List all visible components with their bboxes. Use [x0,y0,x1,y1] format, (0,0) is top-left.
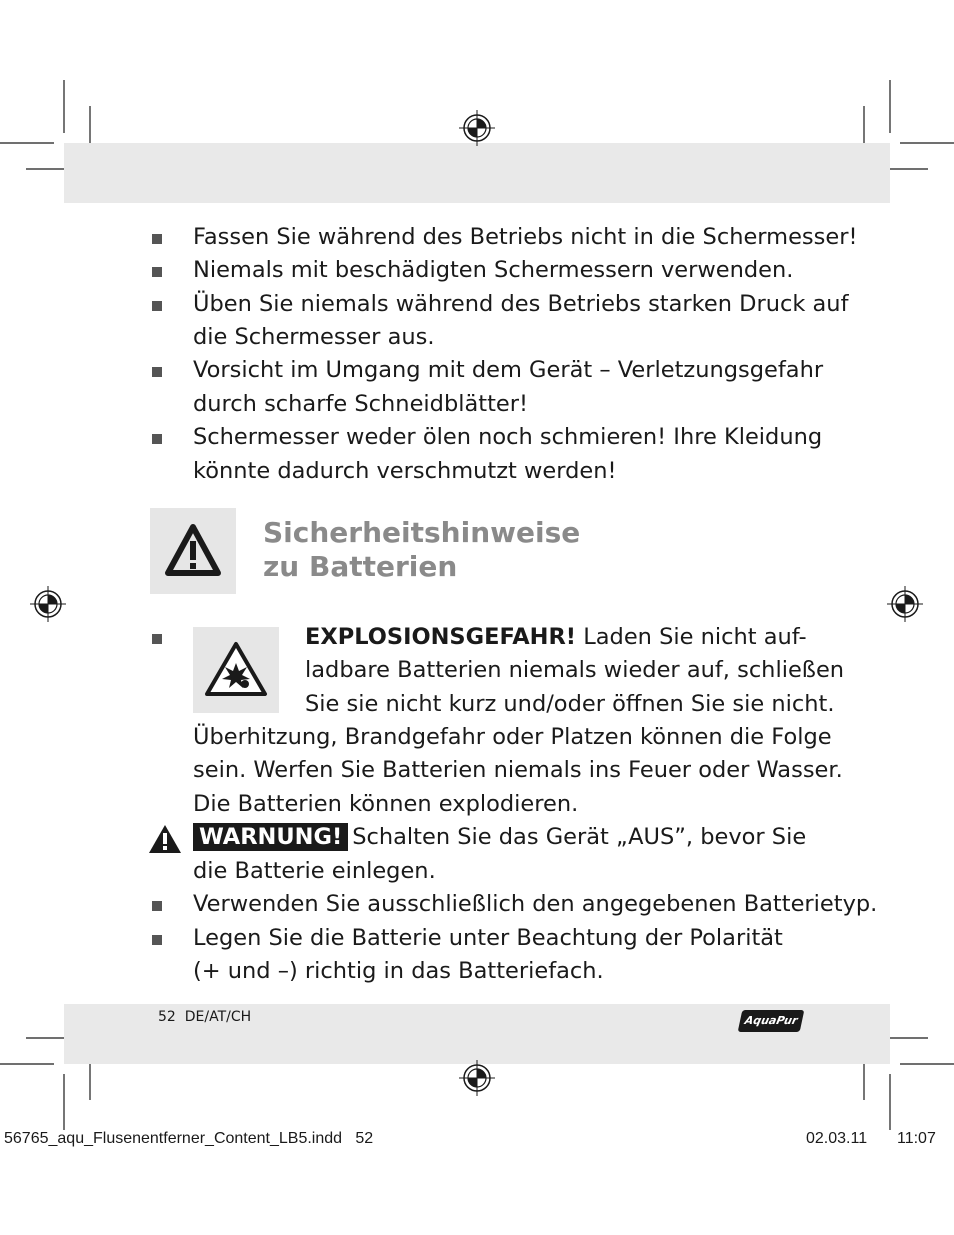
bullet-square [152,234,162,244]
explosion-warning-line: EXPLOSIONSGEFAHR! Laden Sie nicht auf- [305,624,807,650]
list-item: Legen Sie die Batterie unter Beachtung der Polarität [193,925,783,951]
list-item: Üben Sie niemals während des Betriebs starken Druck auf [193,291,849,317]
explosion-hazard-label: EXPLOSIONSGEFAHR! [305,624,577,650]
header-band [64,143,890,203]
page-number: 52 [158,1009,176,1025]
registration-mark-icon [30,586,66,622]
bullet-square [152,434,162,444]
bullet-square [152,634,162,644]
warning-line: WARNUNG! Schalten Sie das Gerät „AUS”, bevor Sie [193,821,806,855]
list-item-continued: die Schermesser aus. [193,324,435,350]
list-item: Verwenden Sie ausschließlich den angegebenen Batterietyp. [193,891,878,917]
bullet-square [152,935,162,945]
page-footer [158,1009,251,1025]
bullet-square [152,901,162,911]
slug-time: 11:07 [897,1130,936,1147]
paragraph-line: die Batterie einlegen. [193,858,436,884]
file-slug: 56765_aqu_Flusenentferner_Content_LB5.indd 52 [4,1130,374,1147]
warning-triangle-icon [150,508,236,594]
paragraph-line: sein. Werfen Sie Batterien niemals ins Feuer oder Wasser. [193,757,843,783]
slug-date: 02.03.11 [806,1130,868,1147]
section-title: Sicherheitshinweise zu Batterien [263,516,581,583]
paragraph-line: ladbare Batterien niemals wieder auf, schließen [305,657,845,683]
bullet-square [152,301,162,311]
paragraph-line: Die Batterien können explodieren. [193,791,579,817]
registration-mark-icon [459,1060,495,1096]
list-item: Fassen Sie während des Betriebs nicht in die Schermesser! [193,224,858,250]
list-item: Niemals mit beschädigten Schermessern verwenden. [193,257,794,283]
warning-badge: WARNUNG! [193,823,348,851]
registration-mark-icon [459,110,495,146]
explosion-icon-box [193,627,279,713]
region-code: DE/AT/CH [184,1009,252,1025]
list-item-continued: (+ und –) richtig in das Batteriefach. [193,958,604,984]
brand-logo: AquaPur [738,1010,805,1032]
bullet-square [152,267,162,277]
paragraph-line: Überhitzung, Brandgefahr oder Platzen können die Folge [193,724,832,750]
list-item: Vorsicht im Umgang mit dem Gerät – Verletzungsgefahr [193,357,824,383]
explosion-hazard-icon [193,627,279,713]
list-item-continued: durch scharfe Schneidblätter! [193,391,529,417]
warning-triangle-icon [148,824,182,854]
paragraph-line: Sie sie nicht kurz und/oder öffnen Sie sie nicht. [305,691,835,717]
registration-mark-icon [887,586,923,622]
section-icon-box [150,508,236,594]
bullet-square [152,367,162,377]
list-item-continued: könnte dadurch verschmutzt werden! [193,458,617,484]
list-item: Schermesser weder ölen noch schmieren! Ihre Kleidung [193,424,823,450]
